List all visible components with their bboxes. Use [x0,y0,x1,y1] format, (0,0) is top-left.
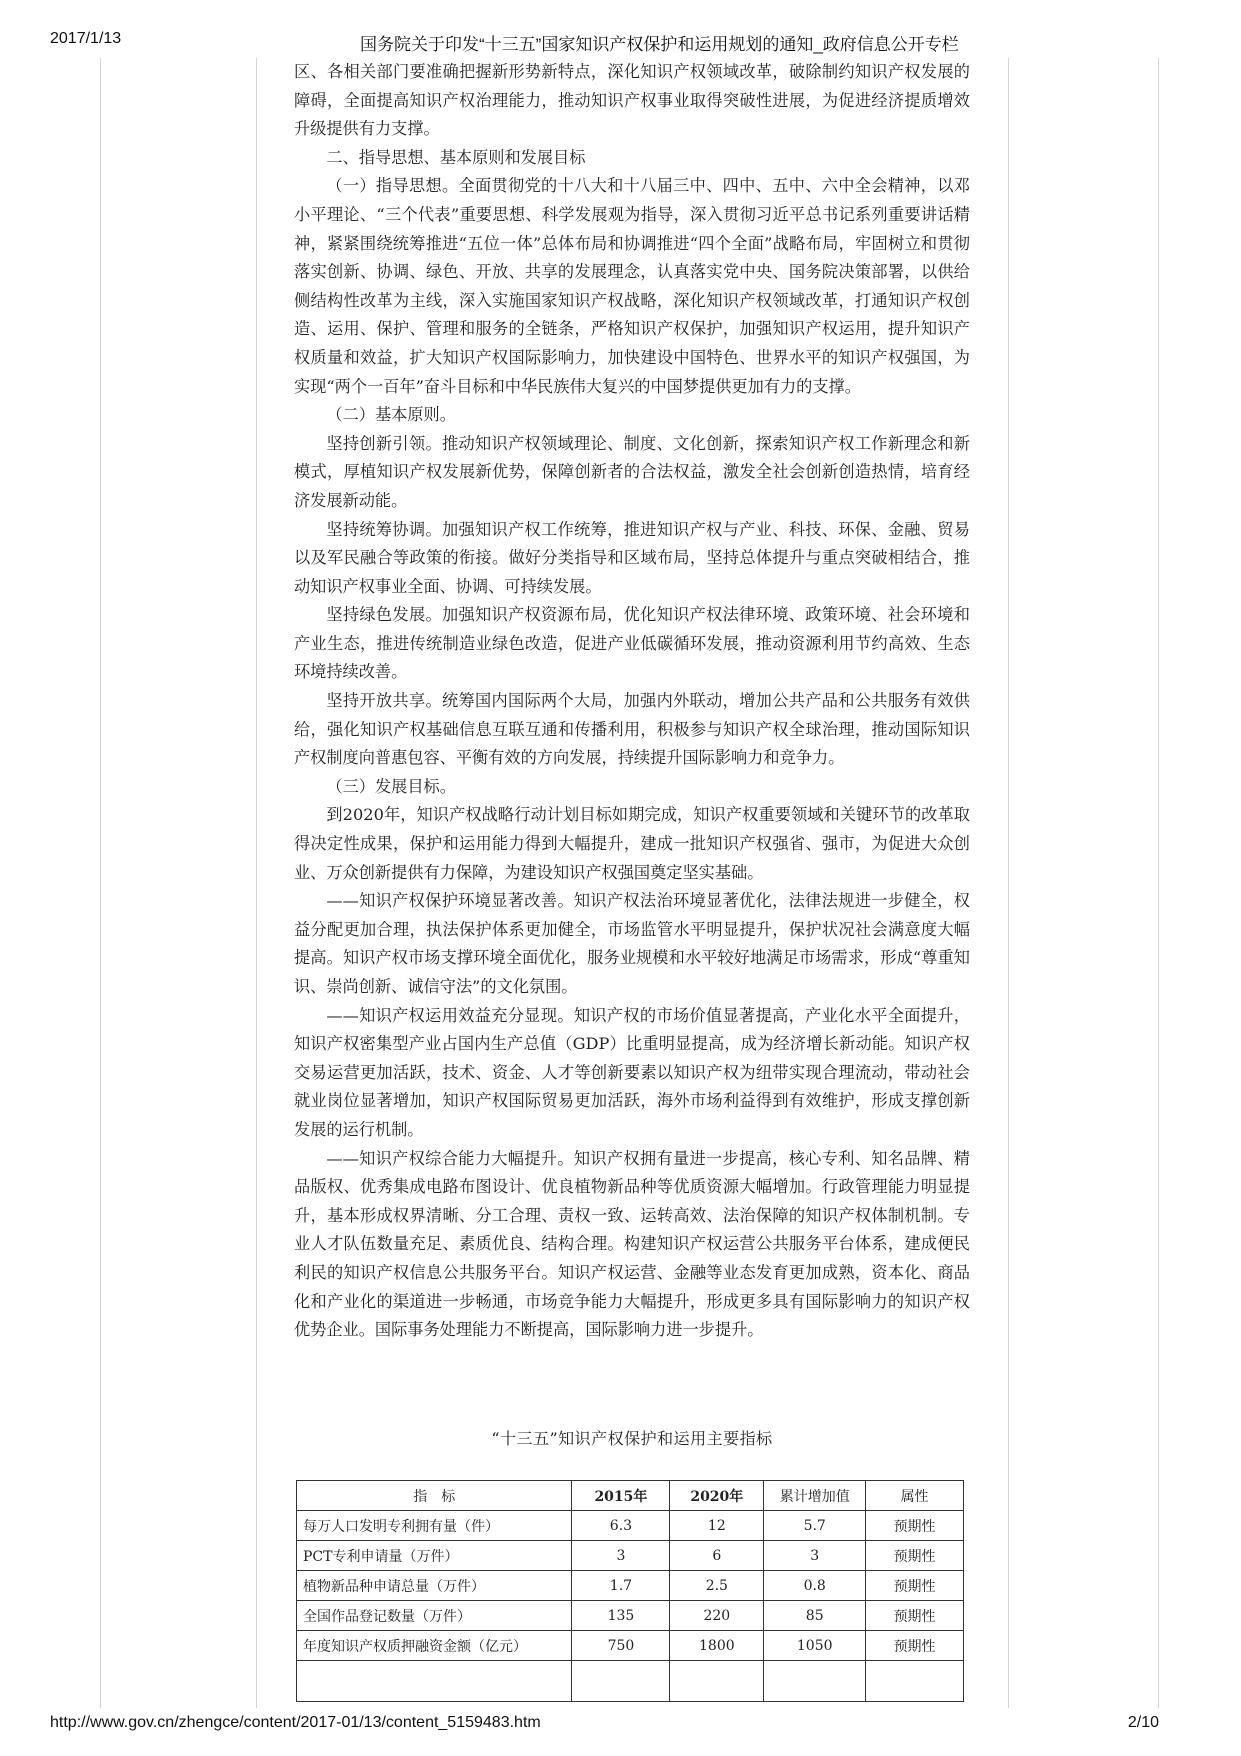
cell-attribute: 预期性 [866,1601,964,1631]
cell-empty [670,1661,764,1702]
cell-2015: 135 [572,1601,670,1631]
header-date: 2017/1/13 [50,30,122,47]
col-header-increase: 累计增加值 [764,1481,866,1511]
cell-2015: 1.7 [572,1571,670,1601]
cell-indicator: 年度知识产权质押融资金额（亿元） [297,1631,572,1661]
table-row [297,1511,964,1541]
cell-2020: 220 [670,1601,764,1631]
section-heading: 二、指导思想、基本原则和发展目标 [326,147,586,167]
paragraph: ——知识产权综合能力大幅提升。知识产权拥有量进一步提高，核心专利、知名品牌、精品版权、优秀集成电路布图设计、优良植物新品种等优质资源大幅增加。行政管理能力明显提升，基本形成权界清晰、分工合理、责权一致、运转高效、法治保障的知识产权体制机制。专业人才队伍数量充足、素质优良、结构合理。构建知识产权运营公共服务平台体系，建成便民利民的知识产权信息公共服务平台。知识产权运营、金融等业态发育更加成熟，资本化、商品化和产业化的渠道进一步畅通，市场竞争能力大幅提升，形成更多具有国际影响力的知识产权优势企业。国际事务处理能力不断提高，国际影响力进一步提升。 [294,1148,970,1340]
page-border-right-inner [1008,58,1009,1708]
cell-increase: 0.8 [764,1571,866,1601]
paragraph: 坚持开放共享。统筹国内国际两个大局，加强内外联动，增加公共产品和公共服务有效供给，强化知识产权基础信息互联互通和传播利用，积极参与知识产权全球治理，推动国际知识产权制度向普惠包容、平衡有效的方向发展，持续提升国际影响力和竞争力。 [294,691,970,768]
footer-page-number: 2/10 [1127,1714,1159,1731]
cell-2020: 1800 [670,1631,764,1661]
paragraph: 到2020年，知识产权战略行动计划目标如期完成，知识产权重要领域和关键环节的改革取得决定性成果，保护和运用能力得到大幅提升，建成一批知识产权强省、强市，为促进大众创业、万众创新提供有力保障，为建设知识产权强国奠定坚实基础。 [294,805,970,882]
col-header-2020: 2020年 [670,1481,764,1511]
table-title: “十三五”知识产权保护和运用主要指标 [491,1429,773,1448]
paragraph: 坚持创新引领。推动知识产权领域理论、制度、文化创新，探索知识产权工作新理念和新模式，厚植知识产权发展新优势，保障创新者的合法权益，激发全社会创新创造热情，培育经济发展新动能。 [294,433,970,510]
subsection-heading: （二）基本原则。 [326,405,456,425]
cell-increase: 3 [764,1541,866,1571]
cell-2020: 6 [670,1541,764,1571]
paragraph: 坚持绿色发展。加强知识产权资源布局，优化知识产权法律环境、政策环境、社会环境和产业生态，推进传统制造业绿色改造，促进产业低碳循环发展，推动资源利用节约高效、生态环境持续改善。 [294,605,970,682]
subsection-heading: （三）发展目标。 [326,776,456,796]
paragraph: 坚持统筹协调。加强知识产权工作统筹，推进知识产权与产业、科技、环保、金融、贸易以及军民融合等政策的衔接。做好分类指导和区域布局，坚持总体提升与重点突破相结合，推动知识产权事业全面、协调、可持续发展。 [294,519,970,596]
table-row [297,1571,964,1601]
table-row [297,1541,964,1571]
table-row [297,1631,964,1661]
col-header-attribute: 属性 [866,1481,964,1511]
table-row-empty [297,1661,964,1702]
cell-2020: 2.5 [670,1571,764,1601]
cell-increase: 5.7 [764,1511,866,1541]
col-header-2015: 2015年 [572,1481,670,1511]
paragraph: ——知识产权保护环境显著改善。知识产权法治环境显著优化，法律法规进一步健全，权益分配更加合理，执法保护体系更加健全，市场监管水平明显提升，保护状况社会满意度大幅提高。知识产权市场支撑环境全面优化，服务业规模和水平较好地满足市场需求，形成“尊重知识、崇尚创新、诚信守法”的文化氛围。 [294,891,970,996]
cell-indicator: PCT专利申请量（万件） [297,1541,572,1571]
page-border-right-outer [1158,58,1159,1708]
table-header-row [297,1481,964,1511]
cell-attribute: 预期性 [866,1631,964,1661]
cell-2015: 6.3 [572,1511,670,1541]
cell-attribute: 预期性 [866,1511,964,1541]
cell-2020: 12 [670,1511,764,1541]
cell-empty [297,1661,572,1702]
header-title: 国务院关于印发“十三五”国家知识产权保护和运用规划的通知_政府信息公开专栏 [360,35,959,54]
cell-2015: 750 [572,1631,670,1661]
paragraph: （一）指导思想。全面贯彻党的十八大和十八届三中、四中、五中、六中全会精神，以邓小平理论、“三个代表”重要思想、科学发展观为指导，深入贯彻习近平总书记系列重要讲话精神，紧紧围绕统筹推进“五位一体”总体布局和协调推进“四个全面”战略布局，牢固树立和贯彻落实创新、协调、绿色、开放、共享的发展理念，认真落实党中央、国务院决策部署，以供给侧结构性改革为主线，深入实施国家知识产权战略，深化知识产权领域改革，打通知识产权创造、运用、保护、管理和服务的全链条，严格知识产权保护，加强知识产权运用，提升知识产权质量和效益，扩大知识产权国际影响力，加快建设中国特色、世界水平的知识产权强国，为实现“两个一百年”奋斗目标和中华民族伟大复兴的中国梦提供更加有力的支撑。 [294,176,970,396]
cell-indicator: 每万人口发明专利拥有量（件） [297,1511,572,1541]
table-row [297,1601,964,1631]
cell-empty [866,1661,964,1702]
cell-indicator: 植物新品种申请总量（万件） [297,1571,572,1601]
cell-empty [764,1661,866,1702]
cell-2015: 3 [572,1541,670,1571]
cell-attribute: 预期性 [866,1571,964,1601]
cell-attribute: 预期性 [866,1541,964,1571]
footer-url: http://www.gov.cn/zhengce/content/2017-01/13/content_5159483.htm [50,1714,541,1731]
page-border-left-inner [256,58,257,1708]
cell-increase: 1050 [764,1631,866,1661]
paragraph: 区、各相关部门要准确把握新形势新特点，深化知识产权领域改革，破除制约知识产权发展的障碍，全面提高知识产权治理能力，推动知识产权事业取得突破性进展，为促进经济提质增效升级提供有力支撑。 [294,62,970,139]
paragraph: ——知识产权运用效益充分显现。知识产权的市场价值显著提高，产业化水平全面提升，知识产权密集型产业占国内生产总值（GDP）比重明显提高，成为经济增长新动能。知识产权交易运营更加活跃，技术、资金、人才等创新要素以知识产权为纽带实现合理流动，带动社会就业岗位显著增加，知识产权国际贸易更加活跃，海外市场利益得到有效维护，形成支撑创新发展的运行机制。 [294,1005,970,1139]
cell-indicator: 全国作品登记数量（万件） [297,1601,572,1631]
article-body [294,58,970,1345]
col-header-indicator: 指 标 [297,1481,572,1511]
indicators-table [296,1480,964,1702]
cell-empty [572,1661,670,1702]
cell-increase: 85 [764,1601,866,1631]
page-border-left-outer [100,58,101,1708]
